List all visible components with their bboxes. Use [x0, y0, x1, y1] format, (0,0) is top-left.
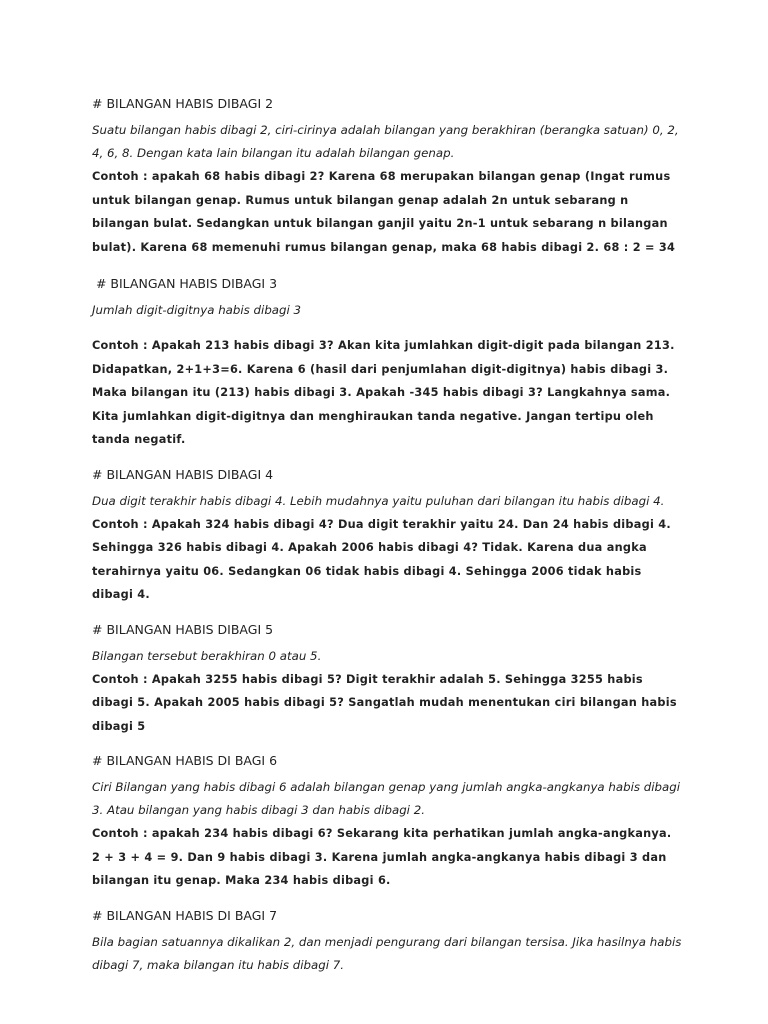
- document-page: [92, 95, 682, 977]
- section-divisible-by-5: [92, 621, 682, 739]
- section-example: Contoh : Apakah 3255 habis dibagi 5? Digit terakhir adalah 5. Sehingga 3255 habis dibagi 5. Apakah 2005 habis dibagi 5? Sangatlah mudah menentukan ciri bilangan habis dibagi 5: [92, 672, 677, 733]
- section-example: Contoh : apakah 234 habis dibagi 6? Sekarang kita perhatikan jumlah angka-angkanya. 2 + 3 + 4 = 9. Dan 9 habis dibagi 3. Karena jumlah angka-angkanya habis dibagi 3 dan bilangan itu genap. Maka 234 habis dibagi 6.: [92, 827, 672, 887]
- section-heading: # BILANGAN HABIS DI BAGI 7: [92, 907, 278, 923]
- section-heading: # BILANGAN HABIS DI BAGI 6: [92, 753, 278, 768]
- section-divisible-by-4: [92, 466, 682, 607]
- section-description: Ciri Bilangan yang habis dibagi 6 adalah bilangan genap yang jumlah angka-angkanya habis dibagi 3. Atau bilangan yang habis dibagi 3 dan habis dibagi 2.: [92, 780, 681, 817]
- section-heading: # BILANGAN HABIS DIBAGI 3: [92, 276, 278, 291]
- section-heading: # BILANGAN HABIS DIBAGI 2: [92, 96, 274, 111]
- section-description: Jumlah digit-digitnya habis dibagi 3: [92, 303, 302, 317]
- section-description: Bilangan tersebut berakhiran 0 atau 5.: [92, 648, 322, 663]
- section-example: Contoh : Apakah 213 habis dibagi 3? Akan kita jumlahkan digit-digit pada bilangan 213. Didapatkan, 2+1+3=6. Karena 6 (hasil dari penjumlahan digit-digitnya) habis dibagi 3. Maka bilangan itu (213) habis dibagi 3. Apakah -345 habis dibagi 3? Langkahnya sama. Kita jumlahkan digit-digitnya dan menghiraukan tanda negative. Jangan tertipu oleh tanda negatif.: [92, 339, 675, 446]
- section-divisible-by-3: [92, 275, 682, 452]
- section-heading: # BILANGAN HABIS DIBAGI 4: [92, 466, 274, 482]
- section-example: Contoh : apakah 68 habis dibagi 2? Karena 68 merupakan bilangan genap (Ingat rumus untuk bilangan genap. Rumus untuk bilangan genap adalah 2n untuk sebarang n bilangan bulat. Sedangkan untuk bilangan ganjil yaitu 2n-1 untuk sebarang n bilangan bulat). Karena 68 memenuhi rumus bilangan genap, maka 68 habis dibagi 2. 68 : 2 = 34: [92, 170, 676, 254]
- section-description: Bila bagian satuannya dikalikan 2, dan menjadi pengurang dari bilangan tersisa. Jika hasilnya habis dibagi 7, maka bilangan itu habis dibagi 7.: [92, 934, 682, 972]
- section-description: Suatu bilangan habis dibagi 2, ciri-cirinya adalah bilangan yang berakhiran (berangka satuan) 0, 2, 4, 6, 8. Dengan kata lain bilangan itu adalah bilangan genap.: [92, 123, 679, 160]
- section-heading: # BILANGAN HABIS DIBAGI 5: [92, 621, 274, 637]
- section-example: Contoh : Apakah 324 habis dibagi 4? Dua digit terakhir yaitu 24. Dan 24 habis dibagi 4. Sehingga 326 habis dibagi 4. Apakah 2006 habis dibagi 4? Tidak. Karena dua angka terahirnya yaitu 06. Sedangkan 06 tidak habis dibagi 4. Sehingga 2006 tidak habis dibagi 4.: [92, 517, 671, 601]
- section-description: Dua digit terakhir habis dibagi 4. Lebih mudahnya yaitu puluhan dari bilangan itu habis dibagi 4.: [92, 493, 665, 508]
- section-divisible-by-7: [92, 907, 682, 977]
- section-divisible-by-6: [92, 752, 682, 893]
- section-divisible-by-2: [92, 95, 682, 259]
